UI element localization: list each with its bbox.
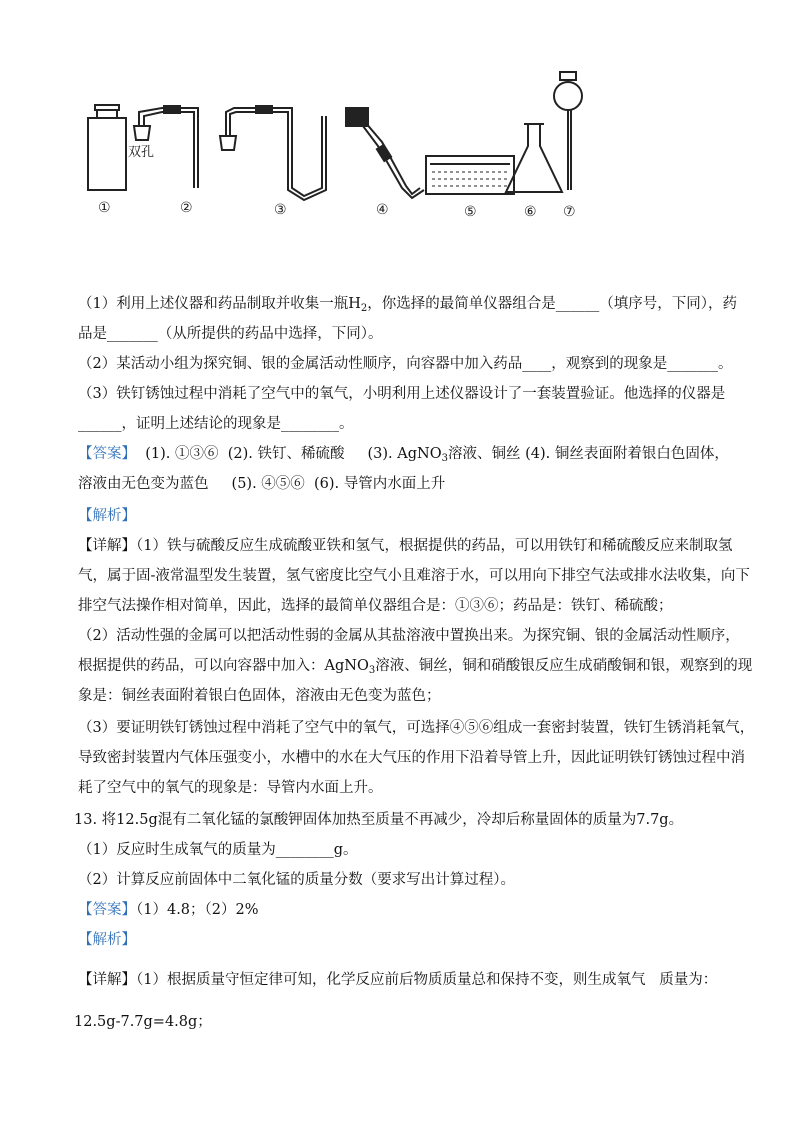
apparatus-figure <box>60 60 760 230</box>
analysis-tag: 【解析】 <box>78 508 136 524</box>
q12-detail-line5 <box>78 656 753 676</box>
apparatus-label-3: ③ <box>274 202 287 218</box>
q12-detail-line2: 气，属于固-液常温型发生装置，氢气密度比空气小且难溶于水，可以用向下排空气法或排水法收集，向下 <box>78 568 750 584</box>
u-tube-icon <box>220 106 326 200</box>
q12-part2: （2）某活动小组为探究铜、银的金属活动性顺序，向容器中加入药品____，观察到的现象是_______。 <box>78 356 733 372</box>
agno3-subscript-2: 3 <box>368 665 376 676</box>
detail-text-b: 溶液、铜丝，铜和硝酸银反应生成硝酸铜和银，观察到的现 <box>375 658 753 674</box>
agno3-subscript: 3 <box>441 453 448 464</box>
q13-detail-line2: 12.5g-7.7g=4.8g； <box>74 1014 212 1030</box>
q12-answer-line2: 溶液由无色变为蓝色 (5). ④⑤⑥ (6). 导管内水面上升 <box>78 476 446 492</box>
analysis-tag-2: 【解析】 <box>78 932 136 948</box>
q12-answer-line1 <box>78 444 730 464</box>
apparatus-label-7: ⑦ <box>563 204 576 220</box>
q12-part3-line1: （3）铁钉锈蚀过程中消耗了空气中的氧气，小明利用上述仪器设计了一套装置验证。他选择的仪器是 <box>78 386 726 402</box>
q12-part1-text-b: ，你选择的最简单仪器组合是______（填序号，下同），药 <box>367 296 737 312</box>
answer-tag: 【答案】 <box>78 446 136 462</box>
separatory-funnel-icon <box>554 72 582 190</box>
h2-subscript: 2 <box>360 303 368 314</box>
q12-detail-line6: 象是：铜丝表面附着银白色固体，溶液由无色变为蓝色； <box>78 688 441 704</box>
q13-answer <box>78 900 730 920</box>
q13-part1: （1）反应时生成氧气的质量为________g。 <box>78 842 358 858</box>
q12-part3-line2: ______，证明上述结论的现象是________。 <box>78 416 354 432</box>
q13-answer-text: （1）4.8；（2）2% <box>136 902 259 918</box>
q12-part1-line2: 品是_______（从所提供的药品中选择，下同）。 <box>78 326 383 342</box>
q12-detail-line1: 【详解】（1）铁与硫酸反应生成硫酸亚铁和氢气，根据提供的药品，可以用铁钉和稀硫酸反应来制取氢 <box>78 538 733 554</box>
answer-tag-2: 【答案】 <box>78 902 136 918</box>
q12-detail-line3: 排空气法操作相对简单，因此，选择的最简单仪器组合是：①③⑥；药品是：铁钉、稀硫酸； <box>78 598 673 614</box>
q13-stem: 13. 将12.5g混有二氧化锰的氯酸钾固体加热至质量不再减少，冷却后称量固体的质量为7.7g。 <box>74 812 684 828</box>
apparatus-label-5: ⑤ <box>464 204 477 220</box>
stopper-label: 双孔 <box>128 145 155 160</box>
detail-text-a: 根据提供的药品，可以向容器中加入：AgNO <box>78 658 369 674</box>
q12-detail-line8: 导致密封装置内气体压强变小，水槽中的水在大气压的作用下沿着导管上升，因此证明铁钉锈蚀过程中消 <box>78 750 745 766</box>
apparatus-label-6: ⑥ <box>524 204 537 220</box>
water-trough-icon <box>426 156 514 194</box>
bent-tube-icon <box>346 108 424 198</box>
apparatus-label-4: ④ <box>376 202 389 218</box>
apparatus-label-1: ① <box>98 200 111 216</box>
q13-detail-line1: 【详解】（1）根据质量守恒定律可知，化学反应前后物质质量总和保持不变，则生成氧气 质量为： <box>78 972 718 988</box>
reagent-bottle-icon <box>88 105 126 190</box>
answer-text-a: (1). ①③⑥ (2). 铁钉、稀硫酸 (3). AgNO <box>136 446 442 462</box>
apparatus-label-2: ② <box>180 200 193 216</box>
q12-part1-line1 <box>78 294 737 314</box>
q12-detail-line7: （3）要证明铁钉锈蚀过程中消耗了空气中的氧气，可选择④⑤⑥组成一套密封装置，铁钉生锈消耗氧气， <box>78 720 755 736</box>
answer-text-b: 溶液、铜丝 (4). 铜丝表面附着银白色固体， <box>447 446 729 462</box>
q13-part2: （2）计算反应前固体中二氧化锰的质量分数（要求写出计算过程）。 <box>78 872 515 888</box>
q12-detail-line9: 耗了空气中的氧气的现象是：导管内水面上升。 <box>78 780 383 796</box>
q12-part1-text-a: （1）利用上述仪器和药品制取并收集一瓶H <box>78 296 361 312</box>
q12-detail-line4: （2）活动性强的金属可以把活动性弱的金属从其盐溶液中置换出来。为探究铜、银的金属活动性顺序， <box>78 628 740 644</box>
